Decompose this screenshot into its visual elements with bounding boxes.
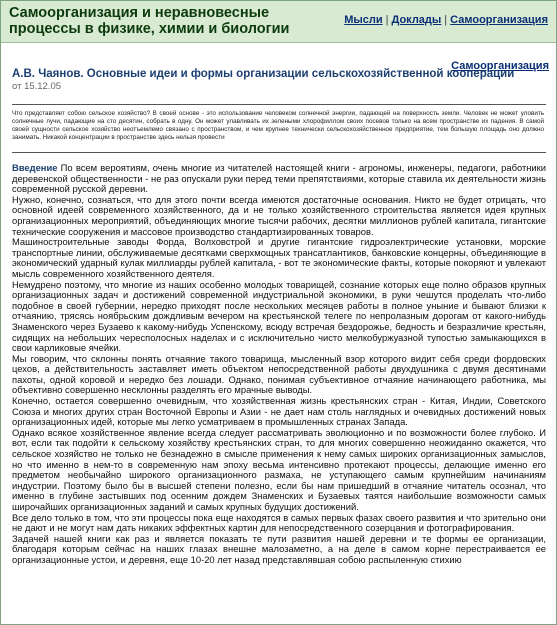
paragraph-text: По всем вероятиям, очень многие из читателей настоящей книги - агрономы, инженеры, педагоги, работники деревенской общественности - не раз опускали руки перед теми препятствиями, которые ставила их деятельности жизнь современной русской деревни. [12, 163, 546, 195]
paragraph: Конечно, остается совершенно очевидным, что хозяйственная жизнь крестьянских стран - Китая, Индии, Советского Союза и многих других стран Восточной Европы и Азии - не дает нам столь наглядных и очевидных достижений новых организационных идей, которые мы легко усматриваем в промышленных странах Запада. [12, 395, 546, 428]
nav-link-self-organization[interactable]: Самоорганизация [450, 14, 548, 26]
paragraph: Задачей нашей книги как раз и является показать те пути развития нашей деревни и те формы ее организации, благодаря которым сейчас на наших глазах внешне малозаметно, а на деле в самом корне перестраивается ее организационные устои, и деревня, еще 10-20 лет назад представлявшая собою распыленную стихию [12, 532, 546, 565]
nav-separator: | [444, 14, 448, 26]
paragraph: Немудрено поэтому, что многие из наших особенно молодых товарищей, сознание которых еще полно образов крупных организационных задач и достижений современной индустриальной экономики, в руки чешутся проделать что-либо подобное в своей губернии, нередко приходят после нескольких месяцев работы в полное уныние и бывают близки к отчаянию, трясясь ноябрьским дождливым вечером на крестьянской телеге по непролазным дорогам от какого-нибудь Знаменского через Бузаево к какому-нибудь Успенскому, всюду встречая бездорожье, бедность и безразличие крестьян, сидящих на небольших чересполосных наделах и с исключительно чисто мелкобуржуазной тупостью замыкающихся в свои карликовые ячейки. [12, 278, 546, 354]
paragraph [12, 163, 546, 195]
site-header [1, 1, 556, 43]
article-abstract: Что представляет собою сельское хозяйство? В своей основе - это использование человеком солнечной энергии, падающей на поверхность земли. Человек не может уловить солнечные лучи, падающие на сто десятин, собрать в одну. Он может улавливать их зелеными хлорофиллом своих посевов только на всем пространстве их падения. В самой своей сущности сельское хозяйство неотъемлемо связано с пространством, и чем крупнее технически сельскохозяйственное предприятие, тем большую площадь оно должно занимать. Никакой концентрации в пространстве здесь нельзя провести [12, 110, 544, 141]
paragraph: Машиностроительные заводы Форда, Волховстрой и другие гигантские гидроэлектрические установки, морские транспортные линии, обслуживаемые десятками сверхмощных трансатлантиков, банковские концерны, объединяющие в экономический ударный кулак миллиарды рублей капитала, - вот те экономические факты, которые покоряют и увлекают мысль современного хозяйственного деятеля. [12, 236, 546, 279]
article-date: от 15.12.05 [12, 81, 62, 92]
paragraph: Нужно, конечно, сознаться, что для этого почти всегда имеются достаточные основания. Никто не будет отрицать, что основной идеей современного хозяйственного, да и не только хозяйственного строительства является идея крупных организационных мероприятий, объединяющих многие тысячи рабочих, десятки миллионов рублей капитала, гигантские технические сооружения и массовое производство стандартизированных товаров. [12, 193, 546, 237]
article-body [12, 163, 546, 625]
section-lead-word: Введение [12, 163, 58, 173]
article-title: А.В. Чаянов. Основные идеи и формы организации сельскохозяйственной кооперации [12, 68, 515, 80]
divider-top [12, 104, 546, 105]
article-header [12, 68, 548, 92]
divider-bottom [12, 152, 546, 153]
nav-link-thoughts[interactable]: Мысли [344, 14, 383, 26]
site-title-line-2: процессы в физике, химии и биологии [9, 21, 290, 37]
site-title-line-1: Самоорганизация и неравновесные [9, 5, 270, 21]
paragraph: Мы говорим, что склонны понять отчаяние такого товарища, мысленный взор которого видит себя среди фордовских цехов, а действительность заставляет иметь объектом непосредственной работы двухдушника с двумя десятинами пахоты, одной коровой и нередко без лошади. Однако, понимая субъективное отчаяние начинающего работника, мы объективно совершенно несклонны разделять его мрачные выводы. [12, 352, 546, 396]
site-title [9, 5, 329, 37]
top-navigation [344, 14, 548, 26]
nav-link-reports[interactable]: Доклады [391, 14, 442, 26]
paragraph: Все дело только в том, что эти процессы пока еще находятся в самых первых фазах своего развития и что зрительно они не дают и не могут нам дать никаких эффектных картин для непосредственного созерцания и фотографирования. [12, 511, 546, 534]
paragraph: Однако всякое хозяйственное явление всегда следует рассматривать эволюционно и по возможности более глубоко. И вот, если так подойти к сельскому хозяйству крестьянских стран, то для многих совершенно неожиданно окажется, что сельское хозяйство не только не безнадежно в смысле применения к нему самых широких организационных замыслов, но что именно в нем-то в современную нам эпоху весьма интенсивно протекают процессы, делающие именно его предметом необычайно широкого организационного размаха, не уступающего самым крупнейшим начинаниям индустрии. Поэтому было бы в высшей степени полезно, если бы нам пришедший в отчаяние читатель осознал, что именно в глубине застывших под осенним дождем Знаменских и Бузаевых таятся наибольшие возможности самых широчайших организационных заданий и самых крупных будущих достижений. [12, 426, 546, 512]
section-link-self-organization[interactable]: Самоорганизация [451, 60, 549, 72]
nav-separator: | [385, 14, 389, 26]
